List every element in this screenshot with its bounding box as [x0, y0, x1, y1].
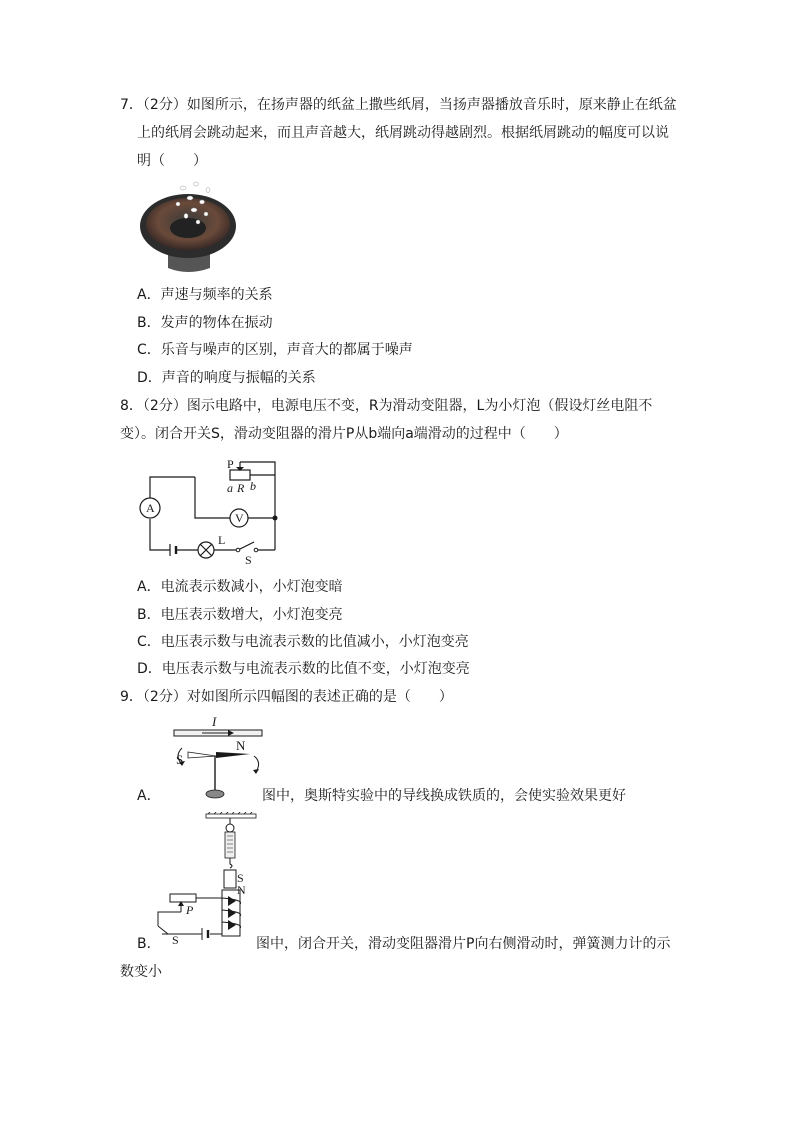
q7-stem-line2: 上的纸屑会跳动起来，而且声音越大，纸屑跳动得越剧烈。根据纸屑跳动的幅度可以说 — [137, 125, 669, 141]
circuit-diagram — [138, 450, 283, 570]
label-ammeter: A — [146, 501, 155, 515]
q8-option-c: C．电压表示数与电流表示数的比值减小，小灯泡变亮 — [137, 634, 469, 650]
label-lamp: L — [218, 533, 226, 547]
q9-option-a-text: 图中，奥斯特实验中的导线换成铁质的，会使实验效果更好 — [262, 788, 626, 804]
wire-slider-right — [240, 462, 275, 475]
label-north: N — [236, 738, 246, 753]
speaker-figure — [138, 176, 238, 278]
label-pole-n: N — [237, 883, 246, 897]
q7-option-b: B．发声的物体在振动 — [137, 315, 273, 331]
needle-south — [188, 752, 216, 758]
q9-option-a-letter: A． — [137, 788, 161, 804]
label-switch: S — [245, 553, 252, 567]
electromagnet-figure — [150, 812, 260, 946]
q7-option-a: A．声速与频率的关系 — [137, 287, 273, 303]
switch-contact-right — [254, 548, 258, 552]
q7-option-c: C．乐音与噪声的区别，声音大的都属于噪声 — [137, 342, 413, 358]
label-voltmeter: V — [235, 511, 244, 525]
q8-stem-line2: 变）。闭合开关S，滑动变阻器的滑片P从b端向a端滑动的过程中（ ） — [120, 426, 568, 442]
label-current: I — [212, 714, 217, 729]
label-slider-p: P — [186, 903, 194, 917]
q8-option-a: A．电流表示数减小，小灯泡变暗 — [137, 579, 343, 595]
label-p: P — [227, 457, 234, 471]
rotation-arrowhead-right — [253, 769, 259, 774]
q9-stem: 9．（2分）对如图所示四幅图的表述正确的是（ ） — [120, 689, 453, 705]
spring-scale-ring — [226, 824, 234, 832]
label-b: b — [250, 479, 256, 493]
q7-option-d: D．声音的响度与振幅的关系 — [137, 370, 316, 386]
label-r: R — [237, 481, 245, 495]
wire-left — [158, 912, 181, 926]
switch-arm — [238, 542, 254, 550]
switch-contact-left — [236, 548, 240, 552]
hook — [230, 858, 232, 868]
bar-magnet — [224, 870, 236, 888]
rheostat — [170, 894, 196, 902]
switch-arm-b — [158, 926, 168, 934]
q9-option-b-letter: B． — [137, 936, 161, 952]
wire-voltmeter-left — [195, 477, 230, 518]
q8-stem-line1: 8．（2分）图示电路中，电源电压不变，R为滑动变阻器，L为小灯泡（假设灯丝电阻不 — [120, 398, 653, 414]
q7-stem-line1: 7．（2分）如图所示，在扬声器的纸盆上撒些纸屑，当扬声器播放音乐时，原来静止在纸盆 — [120, 97, 677, 113]
label-switch-s: S — [172, 933, 179, 946]
junction-dot — [273, 516, 278, 521]
speaker-dust-cap — [170, 218, 206, 238]
q7-stem-line3: 明（ ） — [137, 153, 207, 169]
q9-option-b-cont: 数变小 — [120, 964, 162, 980]
oersted-figure — [168, 710, 268, 802]
label-south: S — [176, 752, 184, 767]
ceiling — [206, 814, 256, 818]
wire-bottom-left — [150, 519, 170, 550]
label-a: a — [227, 481, 233, 495]
needle-base — [206, 790, 224, 798]
q8-option-d: D．电压表示数与电流表示数的比值不变，小灯泡变亮 — [137, 661, 470, 677]
q9-option-b-text: 图中，闭合开关，滑动变阻器滑片P向右侧滑动时，弹簧测力计的示 — [256, 936, 671, 952]
label-pole-s: S — [237, 871, 244, 885]
rheostat-r — [230, 470, 250, 480]
q8-option-b: B．电压表示数增大，小灯泡变亮 — [137, 607, 343, 623]
